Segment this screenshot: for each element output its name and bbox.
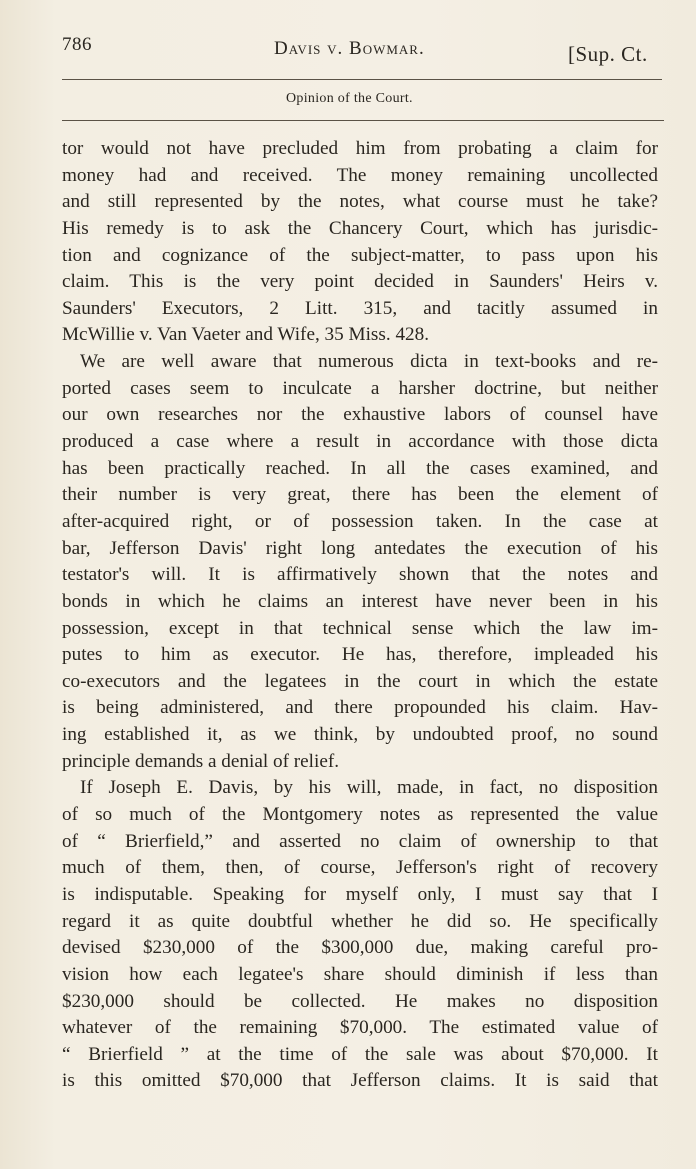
- opinion-text: [62, 136, 658, 1095]
- running-header: [62, 30, 662, 70]
- text-line: tor would not have precluded him from probating a claim for: [62, 138, 658, 159]
- court-label: [Sup. Ct.: [568, 42, 648, 66]
- text-line: $230,000 should be collected. He makes no disposition: [62, 990, 658, 1012]
- text-line: after-acquired right, or of possession taken. In the case at: [62, 510, 658, 532]
- text-line: much of them, then, of course, Jefferson's right of recovery: [62, 857, 658, 879]
- text-line: bar, Jefferson Davis' right long antedates the execution of his: [62, 537, 658, 559]
- text-line: ing established it, as we think, by undoubted proof, no sound: [62, 724, 658, 746]
- text-line: regard it as quite doubtful whether he did so. He specifically: [62, 910, 658, 932]
- text-line: whatever of the remaining $70,000. The estimated value of: [62, 1017, 658, 1039]
- text-line: tion and cognizance of the subject-matter, to pass upon his: [62, 244, 658, 266]
- case-title: Davis v. Bowmar.: [274, 38, 425, 59]
- text-line: our own researches nor the exhaustive labors of counsel have: [62, 404, 658, 426]
- page-number: 786: [62, 34, 92, 55]
- text-line: co-executors and the legatees in the court in which the estate: [62, 670, 658, 692]
- text-line: is indisputable. Speaking for myself only, I must say that I: [62, 883, 658, 905]
- text-line: and still represented by the notes, what course must he take?: [62, 191, 658, 213]
- text-line: money had and received. The money remaining uncollected: [62, 164, 658, 186]
- text-line: Saunders' Executors, 2 Litt. 315, and tacitly assumed in: [62, 297, 658, 319]
- text-line: their number is very great, there has been the element of: [62, 484, 658, 506]
- header-rule-top: [62, 79, 662, 80]
- text-line: ported cases seem to inculcate a harsher doctrine, but neither: [62, 377, 658, 399]
- text-line: principle demands a denial of relief.: [62, 750, 340, 772]
- text-line: vision how each legatee's share should diminish if less than: [62, 963, 658, 985]
- text-line: claim. This is the very point decided in Saunders' Heirs v.: [62, 271, 658, 293]
- header-rule-bottom: [62, 120, 664, 121]
- text-line: McWillie v. Van Vaeter and Wife, 35 Miss. 428.: [62, 324, 430, 346]
- text-line: If Joseph E. Davis, by his will, made, in fact, no disposition: [80, 777, 658, 799]
- opinion-subheading: Opinion of the Court.: [286, 91, 413, 106]
- text-line: His remedy is to ask the Chancery Court, which has jurisdic-: [62, 217, 658, 239]
- text-line: possession, except in that technical sense which the law im-: [62, 617, 658, 639]
- text-line: bonds in which he claims an interest have never been in his: [62, 590, 658, 612]
- text-line: “ Brierfield ” at the time of the sale was about $70,000. It: [62, 1043, 658, 1065]
- text-line: testator's will. It is affirmatively shown that the notes and: [62, 564, 658, 586]
- text-line: devised $230,000 of the $300,000 due, making careful pro-: [62, 937, 658, 959]
- text-line: is being administered, and there propounded his claim. Hav-: [62, 697, 658, 719]
- text-line: of so much of the Montgomery notes as represented the value: [62, 804, 658, 826]
- text-line: produced a case where a result in accordance with those dicta: [62, 431, 658, 453]
- text-line: of “ Brierfield,” and asserted no claim of ownership to that: [62, 830, 658, 852]
- text-line: is this omitted $70,000 that Jefferson claims. It is said that: [62, 1070, 658, 1092]
- text-line: We are well aware that numerous dicta in text-books and re-: [80, 351, 658, 373]
- text-line: putes to him as executor. He has, therefore, impleaded his: [62, 644, 658, 666]
- text-line: has been practically reached. In all the cases examined, and: [62, 457, 658, 479]
